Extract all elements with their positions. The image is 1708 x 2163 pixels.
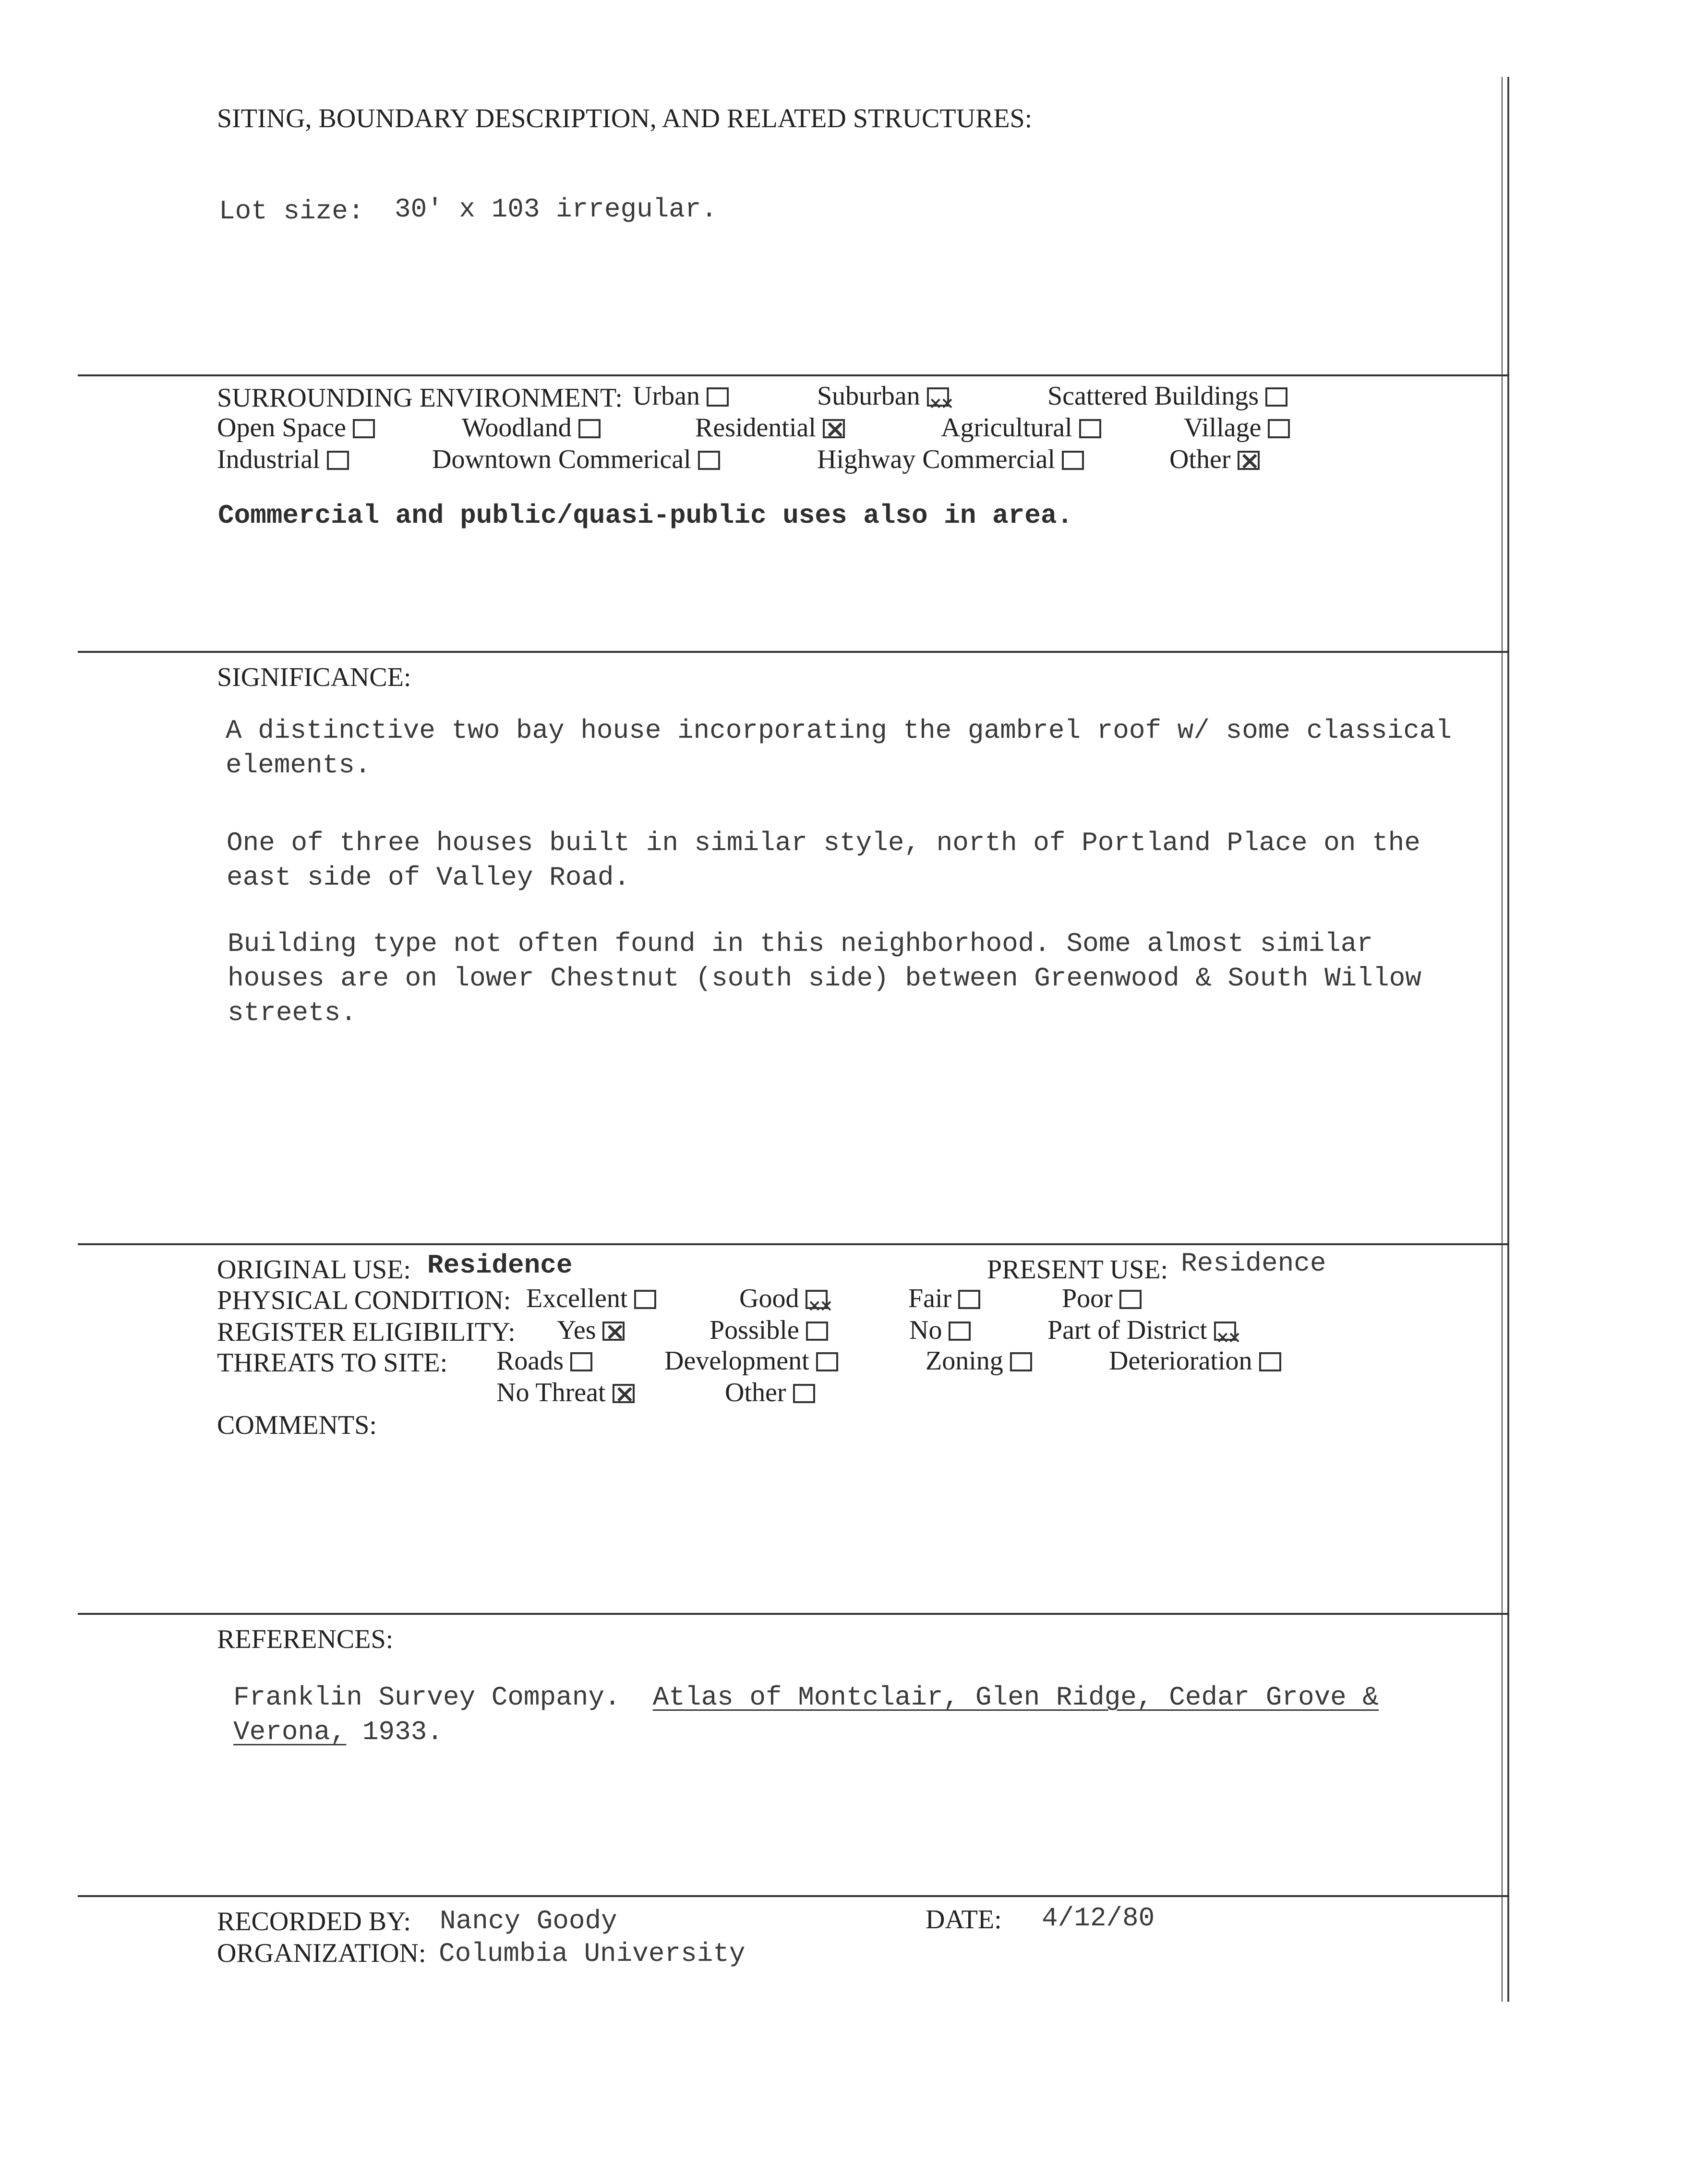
industrial-checkbox[interactable] <box>327 451 349 470</box>
environment-heading: SURROUNDING ENVIRONMENT: <box>217 383 623 413</box>
eligibility-label-possible: Possible <box>710 1315 799 1345</box>
good-checkbox[interactable] <box>806 1290 828 1309</box>
highway-commercial-checkbox[interactable] <box>1062 451 1084 470</box>
right-border-outer <box>1507 77 1509 2002</box>
possible-checkbox[interactable] <box>806 1322 828 1341</box>
threat-roads <box>496 1345 592 1377</box>
condition-label-fair: Fair <box>908 1284 952 1313</box>
threat-label-other: Other <box>725 1378 786 1407</box>
env-option-industrial <box>217 444 349 475</box>
poor-checkbox[interactable] <box>1119 1290 1142 1309</box>
paragraph-line: A distinctive two bay house incorporating the gambrel roof w/ some classical <box>226 715 1452 746</box>
open-space-checkbox[interactable] <box>353 419 375 438</box>
env-label-suburban: Suburban <box>817 381 920 411</box>
significance-heading: SIGNIFICANCE: <box>217 662 411 692</box>
condition-label: PHYSICAL CONDITION: <box>217 1286 511 1315</box>
original-use-value: Residence <box>427 1250 573 1281</box>
condition-fair <box>908 1283 980 1314</box>
suburban-checkbox[interactable] <box>927 387 949 407</box>
condition-poor <box>1062 1283 1142 1314</box>
env-option-woodland <box>462 412 601 444</box>
eligibility-label-yes: Yes <box>557 1315 596 1345</box>
recorded-by-label: RECORDED BY: <box>217 1907 411 1936</box>
organization-value: Columbia University <box>439 1938 746 1969</box>
siting-heading: SITING, BOUNDARY DESCRIPTION, AND RELATED STRUCTURES: <box>217 104 1033 133</box>
scattered-buildings-checkbox[interactable] <box>1265 387 1287 407</box>
date-label: DATE: <box>926 1905 1002 1935</box>
part-of-district-checkbox[interactable] <box>1214 1322 1236 1341</box>
condition-label-excellent: Excellent <box>526 1284 628 1313</box>
original-use-label: ORIGINAL USE: <box>217 1255 411 1285</box>
env-option-village <box>1184 412 1290 444</box>
recorded-by-value: Nancy Goody <box>440 1906 617 1936</box>
env-other-checkbox[interactable] <box>1238 451 1260 470</box>
threat-other <box>725 1377 815 1408</box>
references-heading: REFERENCES: <box>217 1624 394 1654</box>
env-option-other <box>1169 444 1260 475</box>
env-option-agricultural <box>941 412 1101 444</box>
condition-label-good: Good <box>739 1284 799 1313</box>
divider-recorded <box>78 1895 1509 1897</box>
condition-label-poor: Poor <box>1062 1284 1113 1313</box>
fair-checkbox[interactable] <box>958 1290 980 1309</box>
eligibility-no <box>909 1314 971 1346</box>
reference-year: 1933. <box>362 1717 443 1747</box>
date-value: 4/12/80 <box>1042 1903 1155 1934</box>
reference-title-2: Verona, <box>233 1717 347 1747</box>
threat-zoning <box>926 1345 1032 1377</box>
deterioration-checkbox[interactable] <box>1259 1352 1281 1371</box>
eligibility-label-district: Part of District <box>1047 1315 1207 1345</box>
env-option-residential <box>695 412 845 444</box>
env-label-highway: Highway Commercial <box>817 445 1056 474</box>
paragraph-line: houses are on lower Chestnut (south side) between Greenwood & South Willow <box>228 963 1421 994</box>
village-checkbox[interactable] <box>1268 419 1290 438</box>
env-option-highway <box>817 444 1084 475</box>
env-label-industrial: Industrial <box>217 445 320 474</box>
threat-label-roads: Roads <box>496 1346 564 1376</box>
threats-label: THREATS TO SITE: <box>217 1348 448 1378</box>
downtown-commercial-checkbox[interactable] <box>698 451 720 470</box>
present-use-value: Residence <box>1181 1248 1326 1279</box>
divider-environment <box>78 374 1509 376</box>
significance-paragraph-3 <box>228 926 1421 1030</box>
present-use-label: PRESENT USE: <box>987 1255 1168 1285</box>
threat-no-threat <box>496 1377 635 1408</box>
development-checkbox[interactable] <box>816 1352 838 1371</box>
reference-line-2 <box>233 1715 1379 1749</box>
right-border-inner <box>1502 77 1503 2002</box>
condition-good <box>739 1283 828 1314</box>
roads-checkbox[interactable] <box>570 1352 592 1371</box>
urban-checkbox[interactable] <box>707 387 729 407</box>
reference-entry <box>233 1680 1379 1749</box>
condition-excellent <box>526 1283 656 1314</box>
reference-title-1: Atlas of Montclair, Glen Ridge, Cedar Grove & <box>652 1682 1379 1713</box>
paragraph-line: One of three houses built in similar style, north of Portland Place on the <box>227 828 1420 858</box>
reference-line-1 <box>233 1680 1379 1715</box>
env-label-urban: Urban <box>633 381 700 411</box>
woodland-checkbox[interactable] <box>578 419 601 438</box>
lot-size-value: 30' x 103 irregular. <box>395 194 718 225</box>
env-label-village: Village <box>1184 413 1262 443</box>
eligibility-possible <box>710 1314 828 1346</box>
agricultural-checkbox[interactable] <box>1079 419 1101 438</box>
divider-use <box>78 1243 1509 1245</box>
divider-significance <box>78 651 1509 653</box>
env-label-scattered: Scattered Buildings <box>1047 381 1259 411</box>
significance-paragraph-1 <box>226 713 1452 782</box>
threat-label-no-threat: No Threat <box>496 1378 606 1407</box>
paragraph-line: east side of Valley Road. <box>227 862 630 893</box>
no-threat-checkbox[interactable] <box>613 1384 635 1403</box>
env-label-open-space: Open Space <box>217 413 347 443</box>
threat-label-zoning: Zoning <box>926 1346 1003 1376</box>
env-label-agricultural: Agricultural <box>941 413 1072 443</box>
reference-author: Franklin Survey Company. <box>233 1682 621 1713</box>
env-option-open-space <box>217 412 375 444</box>
no-checkbox[interactable] <box>949 1322 971 1341</box>
organization-label: ORGANIZATION: <box>217 1938 426 1968</box>
threat-development <box>664 1345 838 1377</box>
threat-other-checkbox[interactable] <box>793 1384 815 1403</box>
divider-references <box>78 1613 1509 1615</box>
excellent-checkbox[interactable] <box>634 1290 656 1309</box>
eligibility-label: REGISTER ELIGIBILITY: <box>217 1317 516 1347</box>
zoning-checkbox[interactable] <box>1010 1352 1032 1371</box>
eligibility-label-no: No <box>909 1315 942 1345</box>
threat-label-deterioration: Deterioration <box>1109 1346 1252 1376</box>
threat-deterioration <box>1109 1345 1281 1377</box>
comments-label: COMMENTS: <box>217 1410 377 1440</box>
env-label-residential: Residential <box>695 413 816 443</box>
env-option-downtown <box>432 444 720 475</box>
significance-paragraph-2 <box>227 826 1420 895</box>
residential-checkbox[interactable] <box>823 419 845 438</box>
eligibility-yes <box>557 1314 625 1346</box>
lot-size-label: Lot size: <box>219 196 364 227</box>
env-option-scattered <box>1047 380 1287 412</box>
env-label-downtown: Downtown Commerical <box>432 445 691 474</box>
eligibility-district <box>1047 1314 1236 1346</box>
env-option-urban <box>633 380 729 412</box>
threat-label-development: Development <box>664 1346 809 1376</box>
environment-note: Commercial and public/quasi-public uses also in area. <box>218 500 1073 531</box>
paragraph-line: streets. <box>228 997 357 1028</box>
env-option-suburban <box>817 380 949 412</box>
env-label-other: Other <box>1169 445 1231 474</box>
yes-checkbox[interactable] <box>602 1322 625 1341</box>
paragraph-line: elements. <box>226 750 371 781</box>
paragraph-line: Building type not often found in this neighborhood. Some almost similar <box>228 928 1373 959</box>
env-label-woodland: Woodland <box>462 413 572 443</box>
